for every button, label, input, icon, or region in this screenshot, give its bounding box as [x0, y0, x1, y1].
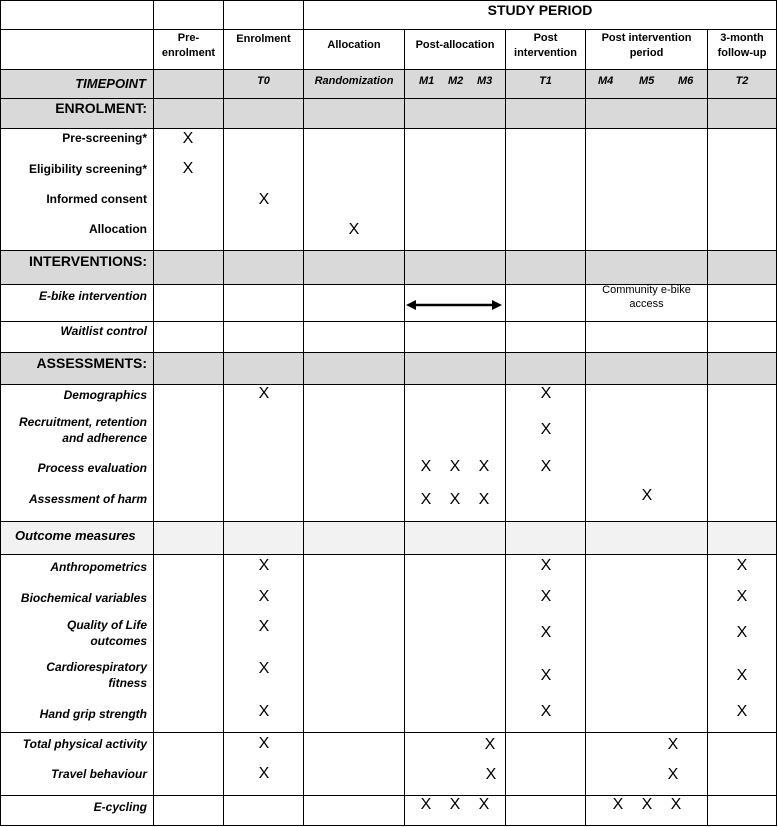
mark-process-t1: X	[540, 458, 552, 475]
header-post-allocation-label: Post-allocation	[415, 39, 495, 51]
section-enrolment-c3	[303, 98, 405, 129]
outcome-block1-labels	[0, 554, 154, 733]
outcome-c7	[707, 521, 777, 555]
header-pre-enrolment	[153, 29, 224, 70]
mark-ecycling-m1: X	[420, 796, 432, 813]
waitlist-row	[0, 321, 154, 353]
mark-cardio-t2: X	[736, 667, 748, 684]
waitlist-c1	[153, 321, 224, 353]
header-allocation	[303, 29, 405, 70]
mark-process-m3: X	[478, 458, 490, 475]
mark-travel-m3: X	[485, 766, 497, 783]
enrolment-block-c2	[223, 128, 304, 251]
waitlist-c6	[585, 321, 708, 353]
mark-allocation: X	[348, 221, 360, 238]
outcome-block2-c1	[153, 732, 224, 796]
header-post-intervention-period	[585, 29, 708, 70]
outcome-block2-c5	[505, 732, 586, 796]
mark-anthropometrics-t0: X	[258, 557, 270, 574]
ecycling-c3	[303, 795, 405, 826]
section-interventions-c5	[505, 250, 586, 285]
timepoint-m2: M2	[448, 75, 464, 87]
row-biochemical: Biochemical variables	[20, 591, 147, 605]
timepoint-randomization	[303, 69, 405, 99]
waitlist-c4	[404, 321, 506, 353]
header-study-period	[303, 0, 777, 30]
mark-biochemical-t2: X	[736, 588, 748, 605]
header-pre-enrolment-blank	[153, 0, 224, 30]
mark-handgrip-t0: X	[258, 703, 270, 720]
section-enrolment-c6	[585, 98, 708, 129]
enrolment-block-c6	[585, 128, 708, 251]
ebike-intervention-row	[0, 284, 154, 322]
mark-qol-t0: X	[258, 618, 270, 635]
mark-tpa-m6: X	[667, 736, 679, 753]
ecycling-row	[0, 795, 154, 826]
timepoint-t2	[707, 69, 777, 99]
mark-ecycling-m2: X	[449, 796, 461, 813]
section-enrolment	[0, 98, 154, 129]
mark-harm-m5: X	[641, 487, 653, 504]
header-corner	[0, 0, 154, 30]
mark-ecycling-m6: X	[670, 796, 682, 813]
section-assessments-c6	[585, 352, 708, 385]
timepoint-t0	[223, 69, 304, 99]
timepoint-m6: M6	[678, 75, 694, 87]
ebike-c5	[505, 284, 586, 322]
ecycling-c7	[707, 795, 777, 826]
timepoint-t1	[505, 69, 586, 99]
header-followup	[707, 29, 777, 70]
mark-travel-m6: X	[667, 766, 679, 783]
mark-handgrip-t1: X	[540, 703, 552, 720]
timepoint-t1-label: T1	[539, 75, 552, 87]
mark-biochemical-t0: X	[258, 588, 270, 605]
timepoint-post-intervention-period	[585, 69, 708, 99]
section-interventions-c1	[153, 250, 224, 285]
section-interventions-c2	[223, 250, 304, 285]
section-enrolment-c5	[505, 98, 586, 129]
section-assessments-c1	[153, 352, 224, 385]
mark-demographics-t1: X	[540, 385, 552, 402]
header-enrolment-label: Enrolment	[236, 33, 291, 45]
row-recruitment: Recruitment, retention and adherence	[18, 415, 147, 445]
assessments-c1	[153, 384, 224, 522]
row-anthropometrics: Anthropometrics	[50, 560, 147, 574]
header-followup-label: 3-month follow-up	[717, 32, 767, 59]
ebike-c1	[153, 284, 224, 322]
ebike-c7	[707, 284, 777, 322]
waitlist-c3	[303, 321, 405, 353]
timepoint-post-allocation	[404, 69, 506, 99]
enrolment-block-c5	[505, 128, 586, 251]
row-quality-of-life: Quality of Life outcomes	[66, 618, 147, 648]
row-cardiorespiratory: Cardiorespiratory fitness	[46, 660, 147, 690]
header-post-intervention-label: Post intervention	[514, 32, 577, 59]
outcome-c6	[585, 521, 708, 555]
section-interventions	[0, 250, 154, 285]
section-assessments-c5	[505, 352, 586, 385]
assessments-block-labels	[0, 384, 154, 522]
timepoint-m3: M3	[477, 75, 493, 87]
section-assessments-c7	[707, 352, 777, 385]
mark-harm-m1: X	[420, 491, 432, 508]
waitlist-c7	[707, 321, 777, 353]
enrolment-block-c4	[404, 128, 506, 251]
outcome-c2	[223, 521, 304, 555]
mark-cardio-t0: X	[258, 660, 270, 677]
row-process-evaluation: Process evaluation	[37, 461, 147, 475]
timepoint-t2-label: T2	[735, 75, 749, 87]
header-enrolment	[223, 29, 304, 70]
section-interventions-c3	[303, 250, 405, 285]
outcome-block2-labels	[0, 732, 154, 796]
section-assessments-c2	[223, 352, 304, 385]
waitlist-c2	[223, 321, 304, 353]
section-assessments	[0, 352, 154, 385]
timepoint-m1: M1	[419, 75, 435, 87]
outcome-block1-c4	[404, 554, 506, 733]
mark-qol-t1: X	[540, 624, 552, 641]
timepoint-label-cell	[0, 69, 154, 99]
enrolment-block-labels	[0, 128, 154, 251]
section-enrolment-label: ENROLMENT:	[55, 100, 147, 116]
waitlist-c5	[505, 321, 586, 353]
section-interventions-c6	[585, 250, 708, 285]
header-allocation-label: Allocation	[327, 39, 381, 51]
mark-anthropometrics-t2: X	[736, 557, 748, 574]
mark-tpa-m3: X	[484, 736, 496, 753]
timepoint-m4: M4	[598, 75, 614, 87]
header-post-intervention	[505, 29, 586, 70]
row-travel-behaviour: Travel behaviour	[51, 767, 147, 781]
mark-demographics-t0: X	[258, 385, 270, 402]
study-period-label: STUDY PERIOD	[487, 2, 593, 18]
header-post-allocation	[404, 29, 506, 70]
mark-eligibility-screening: X	[182, 160, 194, 177]
mark-biochemical-t1: X	[540, 588, 552, 605]
section-assessments-c3	[303, 352, 405, 385]
mark-recruitment-t1: X	[540, 421, 552, 438]
row-informed-consent: Informed consent	[46, 192, 147, 206]
row-ebike-intervention: E-bike intervention	[38, 289, 147, 303]
header-enrolment-blank	[223, 0, 304, 30]
mark-pre-screening: X	[182, 130, 194, 147]
mark-travel-t0: X	[258, 765, 270, 782]
outcome-c5	[505, 521, 586, 555]
ecycling-c5	[505, 795, 586, 826]
section-assessments-label: ASSESSMENTS:	[36, 355, 147, 371]
mark-anthropometrics-t1: X	[540, 557, 552, 574]
row-demographics: Demographics	[63, 388, 147, 402]
mark-harm-m3: X	[478, 491, 490, 508]
outcome-block2-c6	[585, 732, 708, 796]
outcome-block2-c7	[707, 732, 777, 796]
mark-process-m1: X	[420, 458, 432, 475]
section-enrolment-c7	[707, 98, 777, 129]
timepoint-pre-enrolment	[153, 69, 224, 99]
mark-tpa-t0: X	[258, 735, 270, 752]
mark-qol-t2: X	[736, 624, 748, 641]
section-enrolment-c4	[404, 98, 506, 129]
enrolment-block-c7	[707, 128, 777, 251]
outcome-c4	[404, 521, 506, 555]
mark-ecycling-m3: X	[478, 796, 490, 813]
row-eligibility-screening: Eligibility screening*	[28, 162, 147, 176]
header-pre-enrolment-label: Pre- enrolment	[161, 32, 216, 59]
section-enrolment-c1	[153, 98, 224, 129]
timepoint-m5: M5	[639, 75, 655, 87]
ecycling-c1	[153, 795, 224, 826]
mark-process-m2: X	[449, 458, 461, 475]
outcome-block1-c3	[303, 554, 405, 733]
outcome-block2-c3	[303, 732, 405, 796]
section-enrolment-c2	[223, 98, 304, 129]
row-pre-screening: Pre-screening*	[62, 131, 147, 145]
timepoint-t0-label: T0	[257, 75, 270, 87]
row-allocation: Allocation	[88, 222, 147, 236]
row-total-physical-activity: Total physical activity	[22, 737, 147, 751]
ebike-c6	[585, 284, 708, 322]
assessments-c3	[303, 384, 405, 522]
header-row2-label	[0, 29, 154, 70]
mark-informed-consent: X	[258, 191, 270, 208]
section-interventions-c7	[707, 250, 777, 285]
ebike-c2	[223, 284, 304, 322]
outcome-block1-c6	[585, 554, 708, 733]
outcome-c1	[153, 521, 224, 555]
section-interventions-c4	[404, 250, 506, 285]
mark-harm-m2: X	[449, 491, 461, 508]
row-assessment-of-harm: Assessment of harm	[28, 492, 147, 506]
ebike-c3	[303, 284, 405, 322]
timepoint-randomization-label: Randomization	[314, 75, 394, 87]
row-e-cycling: E-cycling	[93, 800, 147, 814]
outcome-c3	[303, 521, 405, 555]
double-arrow-icon	[404, 298, 504, 312]
section-interventions-label: INTERVENTIONS:	[29, 253, 147, 269]
header-post-intervention-period-label: Post intervention period	[601, 32, 692, 59]
mark-ecycling-m5: X	[641, 796, 653, 813]
section-outcome-measures-label: Outcome measures	[15, 528, 136, 543]
row-waitlist-control: Waitlist control	[60, 324, 147, 338]
ecycling-c2	[223, 795, 304, 826]
community-ebike-access: Community e-bike access	[602, 284, 691, 310]
section-outcome-measures	[0, 521, 154, 555]
mark-ecycling-m4: X	[612, 796, 624, 813]
assessments-c5	[505, 384, 586, 522]
row-hand-grip: Hand grip strength	[39, 707, 147, 721]
outcome-block1-c1	[153, 554, 224, 733]
assessments-c2	[223, 384, 304, 522]
mark-cardio-t1: X	[540, 667, 552, 684]
timepoint-label: TIMEPOINT	[75, 76, 146, 91]
assessments-c7	[707, 384, 777, 522]
section-assessments-c4	[404, 352, 506, 385]
mark-handgrip-t2: X	[736, 703, 748, 720]
